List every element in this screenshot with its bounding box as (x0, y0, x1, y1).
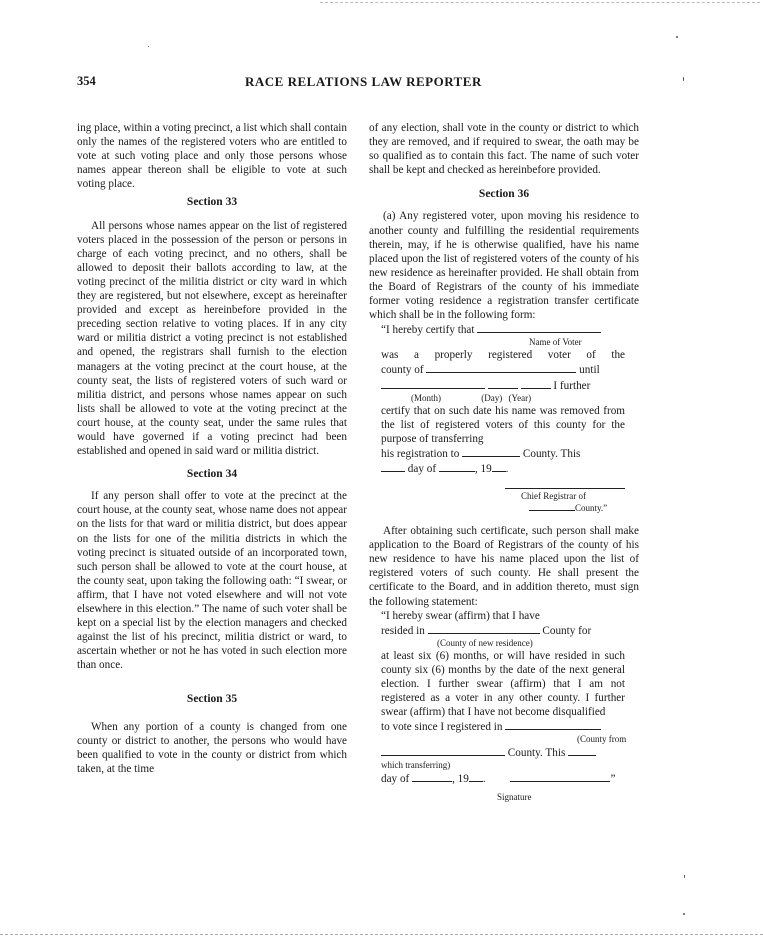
caption-county: County.” (575, 503, 608, 514)
form-line (381, 745, 625, 760)
form-text: , 19 (452, 773, 469, 786)
form-text: until (579, 364, 600, 377)
form-text: day of (381, 773, 410, 786)
scan-speck (676, 36, 678, 38)
scan-speck (684, 875, 685, 878)
form-line (381, 362, 625, 377)
blank-registrar-county (529, 502, 575, 511)
blank-county (426, 362, 576, 373)
form-text: I further (553, 379, 591, 392)
paragraph-section-36b: After obtaining such certificate, such person shall make application to the Board of Registrars of the county of his new residence to have his name placed upon the list of registered voters of such county. He shall present the certificate to the Board, and in addition thereto, must sign the following statement: (369, 525, 639, 608)
blank-year (521, 378, 551, 389)
caption-county-from: (County from (577, 734, 627, 745)
blank-month-name (412, 771, 452, 782)
blank-new-residence-county (428, 623, 540, 634)
form-text: “I hereby certify that (381, 324, 475, 337)
paragraph-section-36a: (a) Any registered voter, upon moving his residence to another county and fulfilling the residential requirements therein, may, if he is otherwise qualified, have his name placed upon the list of registered voters of the county of his new residence as hereinafter provided. He shall obtain from the Board of Registrars of the county of his immediate former voting residence a registration transfer certificate which shall be in the following form: (369, 210, 639, 322)
form-line (381, 446, 625, 461)
transfer-certificate-form (369, 322, 639, 514)
section-heading-35: Section 35 (186, 693, 238, 706)
paragraph-section-35: When any portion of a county is changed from one county or district to another, the persons who would have been qualified to vote in the county or district from which taken, at the time (77, 720, 347, 775)
running-title: RACE RELATIONS LAW REPORTER (245, 74, 482, 89)
blank-month-name (439, 461, 475, 472)
page-header (77, 74, 677, 94)
blank-month (381, 378, 485, 389)
blank-year-digits (492, 461, 506, 472)
scan-speck (148, 46, 149, 47)
blank-day-number (568, 745, 596, 756)
form-text: day of (407, 462, 437, 475)
form-line (381, 461, 625, 476)
paragraph-section-35-continued: of any election, shall vote in the county or district to which they are removed, and if required to swear, the oath may be so qualified as to contain this fact. The name of such voter shall be kept and checked as hereinbefore provided. (369, 122, 639, 177)
blank-voter-name (477, 322, 601, 333)
left-column (77, 121, 347, 776)
paragraph-section-34: If any person shall offer to vote at the precinct at the court house, at the county seat, whose name does not appear on the lists for that ward or militia district, but does appear on the lists for one of the militia districts in which the voting precinct is situated outside of an incorporated town, such person shall be allowed to vote at the court house, at the county seat, upon taking the following oath: “I swear, or affirm, that I have not voted elsewhere and will not vote elsewhere in this election.” The name of such voter shall be kept on a special list by the election managers and checked against the list of his precinct, militia district or ward, to ascertain whether or not he has voted in such election more than once. (77, 490, 347, 672)
section-heading-34: Section 34 (186, 468, 238, 481)
blank-former-county (505, 719, 601, 730)
form-text: at least six (6) months, or will have resided in such county six (6) months by the date of the next general election. I further swear (affirm) that I am not registered as a voter in any other county. I further swear (affirm) that I have not become disqualified (381, 649, 625, 719)
caption-county-line (381, 502, 625, 514)
paragraph-section-33: All persons whose names appear on the list of registered voters placed in the possession of the person or persons in charge of each voting precinct, and no others, shall be allowed to deposit their ballots according to law, at the voting precinct of the militia district or city ward in which they are registered, but not elsewhere, except as hereinafter provided and except as hereinbefore provided in the preceding section relative to voting places. If in any city ward or militia district a voting precinct is not established and opened, the registrars shall furnish to the election managers at the voting precinct at the court house, at the county seat, the lists of registered voters of such ward or militia district, and persons whose names appear on such lists shall be allowed to vote at the voting precinct at the court house, at the county seat, under the same rules that would have governed if a voting precinct had been established and opened in said ward or militia district. (77, 219, 347, 458)
scan-speck (683, 913, 685, 915)
section-heading-36: Section 36 (478, 188, 530, 201)
form-line (381, 623, 625, 638)
page-number: 354 (77, 74, 96, 88)
blank-year-digits (469, 771, 483, 782)
caption-month: (Month) (411, 392, 441, 403)
blank-transfer-county (381, 745, 505, 756)
form-text: County for (542, 624, 592, 637)
form-text: his registration to (381, 447, 460, 460)
scan-edge-top (320, 2, 760, 3)
form-text: to vote since I registered in (381, 721, 503, 734)
caption-chief-registrar: Chief Registrar of (521, 491, 586, 502)
right-column (369, 121, 639, 803)
caption-which-transferring: which transferring) (381, 760, 451, 771)
caption-day: (Day) (481, 392, 503, 403)
residence-statement-form (369, 609, 639, 803)
form-text: County. This (507, 747, 566, 760)
form-line (381, 322, 625, 337)
form-text: County. This (522, 447, 581, 460)
signature-line-registrar (505, 478, 625, 489)
form-text: . (482, 773, 486, 786)
blank-day-number (381, 461, 405, 472)
form-text: . (505, 462, 509, 475)
caption-date (381, 393, 625, 404)
scan-speck (683, 77, 684, 81)
caption-signature: Signature (497, 791, 532, 802)
caption-county-new-residence: (County of new residence) (437, 637, 533, 648)
section-heading-33: Section 33 (186, 196, 238, 209)
form-line (381, 719, 625, 734)
blank-new-county (462, 446, 520, 457)
form-text: was a properly registered voter of the (381, 349, 625, 362)
form-line (381, 771, 625, 786)
form-text: , 19 (474, 462, 492, 475)
scan-edge-bottom (0, 934, 763, 935)
paragraph-intro: ing place, within a voting precinct, a list which shall contain only the names of the registered voters who are entitled to vote at such voting place and only those persons whose names appear thereon shall be eligible to vote at such voting place. (77, 122, 347, 191)
signature-line (510, 771, 610, 782)
form-text: certify that on such date his name was removed from the list of registered voters of this county for the purpose of transferring (381, 404, 625, 445)
form-text: “I hereby swear (affirm) that I have (381, 609, 540, 622)
form-text: county of (381, 364, 424, 377)
form-line (381, 378, 625, 393)
form-text: ” (610, 773, 616, 786)
blank-day (488, 378, 518, 389)
form-text: resided in (381, 624, 425, 637)
caption-year: (Year) (508, 392, 532, 403)
caption-name-of-voter: Name of Voter (529, 337, 582, 348)
